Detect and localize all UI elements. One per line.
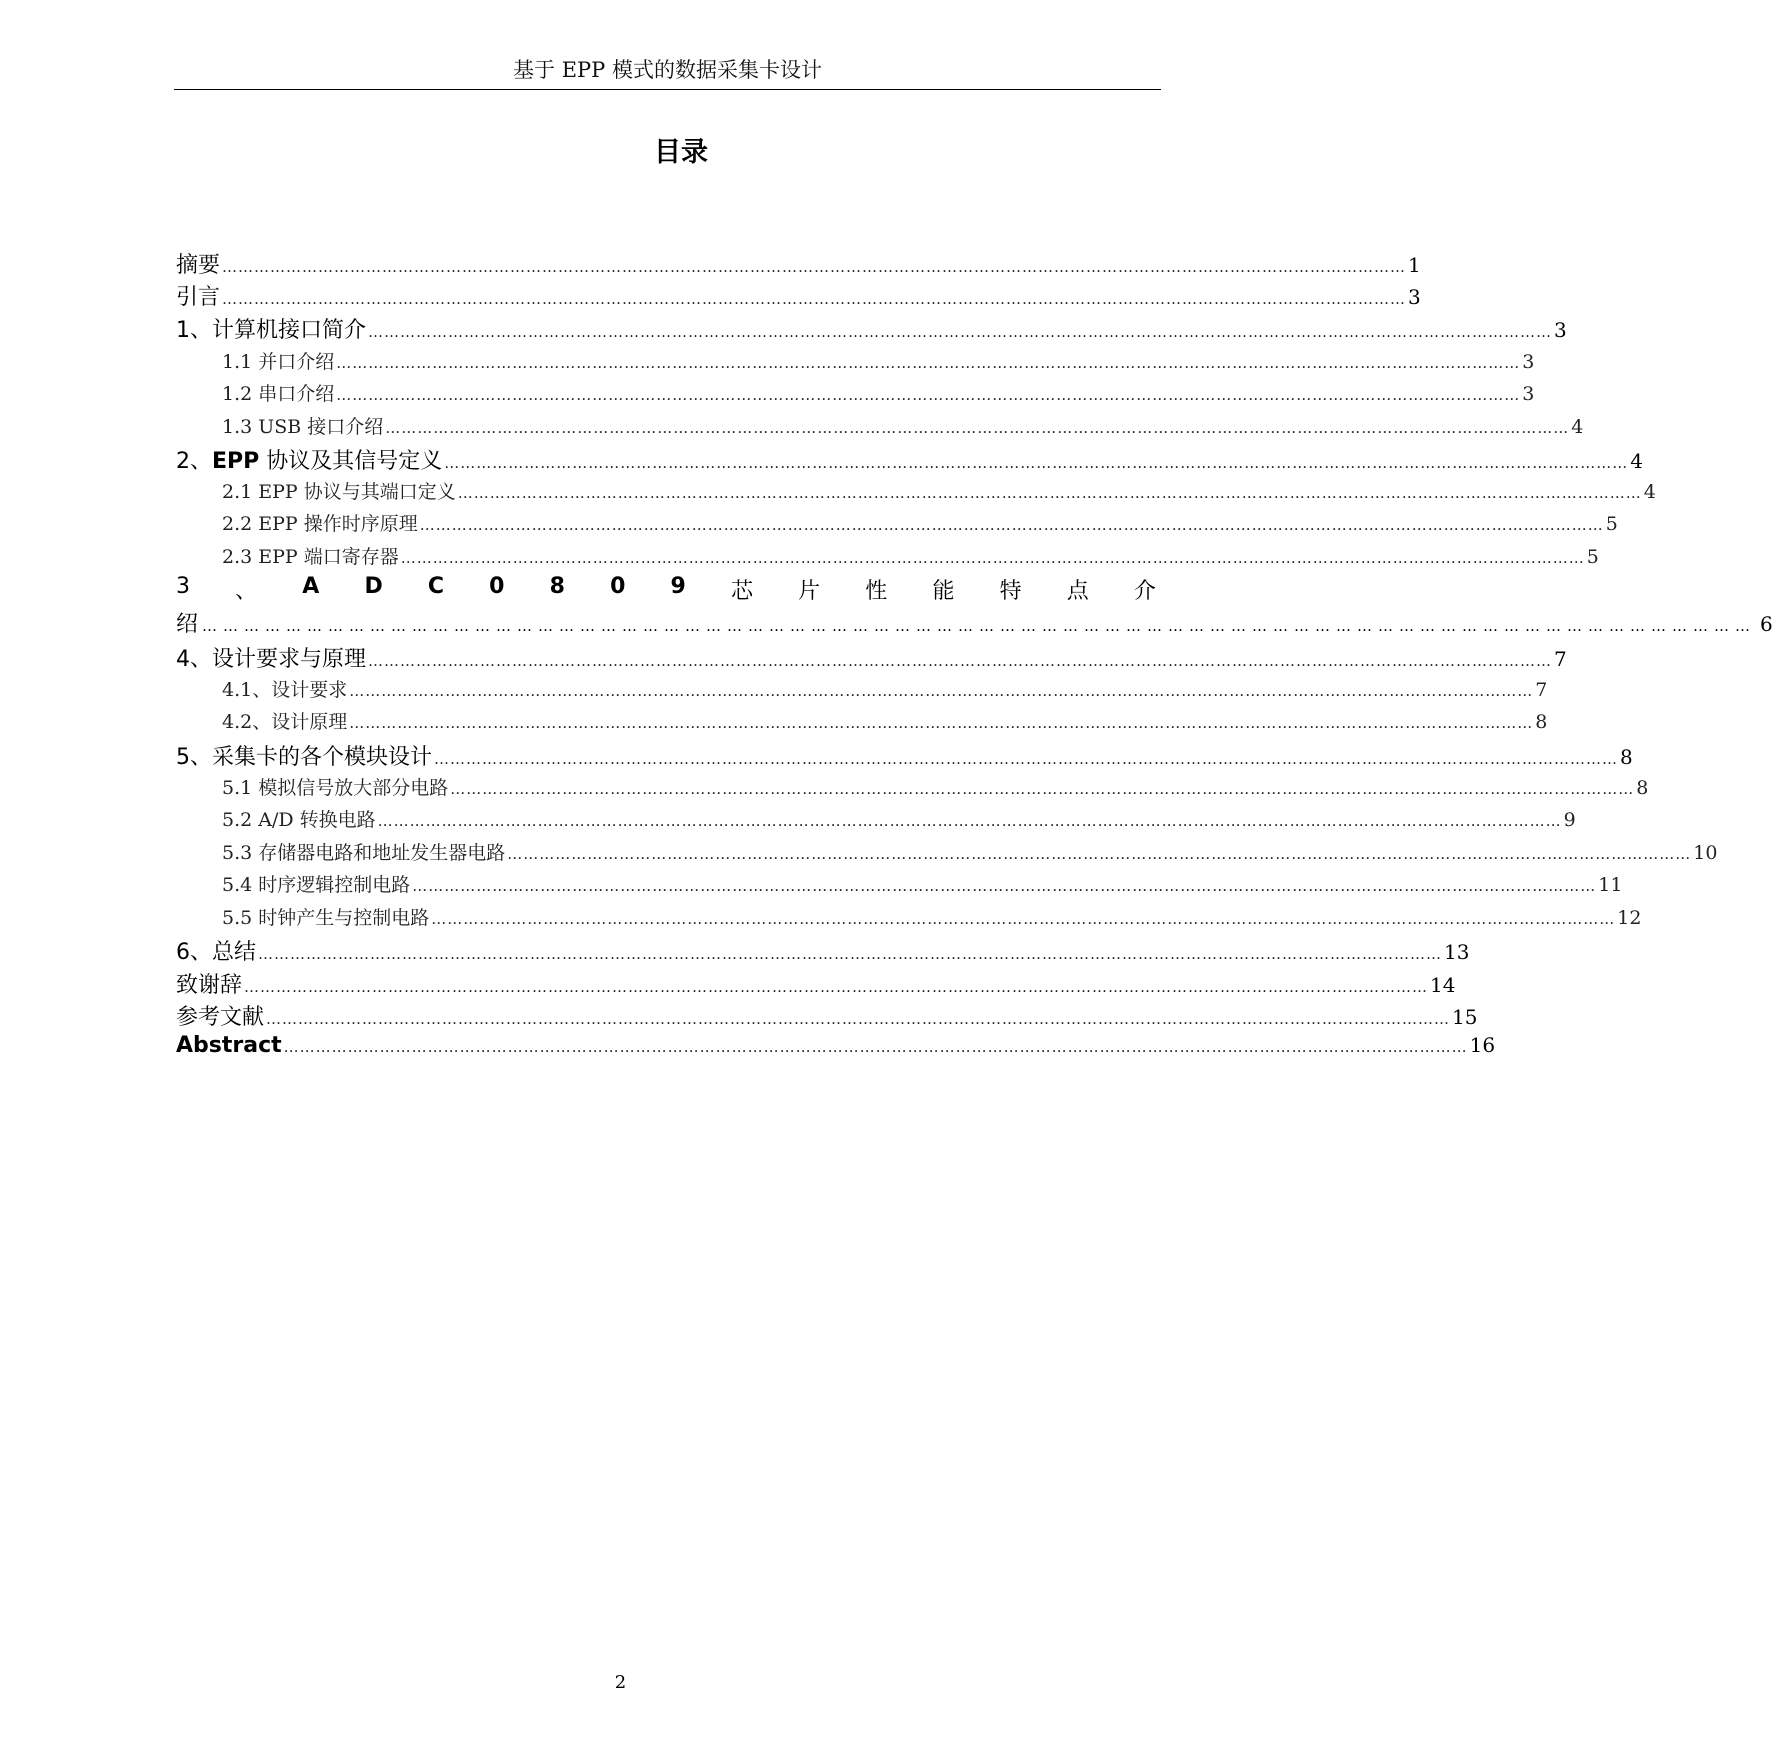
toc-char: 8 bbox=[549, 574, 565, 599]
toc-leader: …………………………………………………………………………………………………………………………………………………………………………………………………… bbox=[202, 617, 1757, 635]
toc-leader: …………………………………………………………………………………………………………………………………………………………………………………………………… bbox=[377, 812, 1562, 830]
toc-char: 点 bbox=[1066, 579, 1089, 604]
toc-leader: …………………………………………………………………………………………………………………………………………………………………………………………………… bbox=[419, 516, 1604, 534]
toc-leader: …………………………………………………………………………………………………………………………………………………………………………………………………… bbox=[222, 290, 1407, 308]
toc-entry-label: 2.2 EPP 操作时序原理 bbox=[222, 513, 418, 535]
toc-page-number: 4 bbox=[1630, 449, 1644, 473]
toc-page-number: 1 bbox=[1408, 253, 1421, 277]
toc-char: 能 bbox=[932, 579, 955, 604]
toc-char: C bbox=[427, 574, 445, 599]
toc-entry-label: 1.2 串口介绍 bbox=[222, 383, 335, 405]
toc-leader: …………………………………………………………………………………………………………………………………………………………………………………………………… bbox=[434, 750, 1618, 768]
toc-page-number: 6 bbox=[1760, 612, 1773, 636]
toc-entry-title-rest: 协议及其信号定义 bbox=[259, 449, 443, 474]
toc-leader: …………………………………………………………………………………………………………………………………………………………………………………………………… bbox=[336, 386, 1521, 404]
toc-leader: …………………………………………………………………………………………………………………………………………………………………………………………………… bbox=[444, 454, 1629, 472]
toc-entry-section-6[interactable] bbox=[176, 935, 1470, 966]
toc-page-number: 8 bbox=[1636, 777, 1649, 799]
toc-char: 9 bbox=[670, 574, 686, 599]
toc-entry-section-5[interactable] bbox=[176, 740, 1633, 771]
toc-leader: …………………………………………………………………………………………………………………………………………………………………………………………………… bbox=[244, 978, 1429, 996]
toc-char: 特 bbox=[999, 579, 1022, 604]
toc-entry-label: 参考文献 bbox=[176, 1005, 265, 1030]
toc-entry-label: 1.1 并口介绍 bbox=[222, 351, 335, 373]
toc-entry-section-5-2[interactable] bbox=[222, 805, 1576, 832]
toc-entry-section-1-1[interactable] bbox=[222, 347, 1535, 374]
toc-page-number: 11 bbox=[1598, 874, 1623, 896]
toc-page-number: 7 bbox=[1535, 679, 1548, 701]
toc-leader: …………………………………………………………………………………………………………………………………………………………………………………………………… bbox=[507, 845, 1692, 863]
toc-char: A bbox=[302, 574, 320, 599]
toc-entry-introduction[interactable] bbox=[176, 280, 1421, 311]
toc-page-number: 12 bbox=[1617, 907, 1642, 929]
toc-leader: …………………………………………………………………………………………………………………………………………………………………………………………………… bbox=[450, 780, 1635, 798]
toc-char: 、 bbox=[235, 579, 258, 604]
toc-leader: …………………………………………………………………………………………………………………………………………………………………………………………………… bbox=[368, 652, 1552, 670]
toc-page-number: 4 bbox=[1571, 416, 1584, 438]
toc-entry-label: 5.4 时序逻辑控制电路 bbox=[222, 874, 411, 896]
toc-char: 0 bbox=[610, 574, 626, 599]
toc-char: 芯 bbox=[730, 579, 753, 604]
toc-leader: …………………………………………………………………………………………………………………………………………………………………………………………………… bbox=[431, 910, 1616, 928]
toc-title: 目录 bbox=[654, 137, 708, 168]
toc-entry-label: 致谢辞 bbox=[176, 973, 243, 998]
page-number: 2 bbox=[614, 1672, 627, 1693]
toc-page-number: 9 bbox=[1563, 809, 1576, 831]
toc-entry-section-4[interactable] bbox=[176, 642, 1567, 673]
toc-entry-label: 5.1 模拟信号放大部分电路 bbox=[222, 777, 449, 799]
toc-entry-section-1[interactable] bbox=[176, 313, 1567, 344]
toc-entry-label bbox=[176, 444, 442, 475]
toc-entry-bold-term: EPP bbox=[212, 449, 260, 474]
toc-entry-section-1-3[interactable] bbox=[222, 412, 1584, 439]
toc-entry-label: 5、采集卡的各个模块设计 bbox=[176, 745, 432, 770]
toc-entry-section-4-2[interactable] bbox=[222, 707, 1548, 734]
toc-char: 介 bbox=[1133, 579, 1156, 604]
toc-leader: …………………………………………………………………………………………………………………………………………………………………………………………………… bbox=[222, 258, 1407, 276]
toc-page-number: 10 bbox=[1693, 842, 1718, 864]
toc-page-number: 16 bbox=[1469, 1033, 1496, 1057]
toc-entry-section-2-1[interactable] bbox=[222, 477, 1656, 504]
toc-page-number: 8 bbox=[1535, 711, 1548, 733]
toc-entry-section-5-1[interactable] bbox=[222, 773, 1649, 800]
toc-char: D bbox=[364, 574, 383, 599]
toc-entry-label: 4、设计要求与原理 bbox=[176, 647, 366, 672]
toc-leader: …………………………………………………………………………………………………………………………………………………………………………………………………… bbox=[457, 484, 1642, 502]
toc-entry-label: 2.3 EPP 端口寄存器 bbox=[222, 546, 399, 568]
toc-entry-section-5-4[interactable] bbox=[222, 870, 1623, 897]
toc-entry-label: Abstract bbox=[176, 1033, 282, 1058]
toc-entry-label: 1、计算机接口简介 bbox=[176, 318, 366, 343]
toc-entry-label: 摘要 bbox=[176, 253, 221, 278]
toc-char: 性 bbox=[865, 579, 888, 604]
toc-char: 片 bbox=[798, 579, 821, 604]
toc-page-number: 3 bbox=[1554, 318, 1567, 342]
toc-leader: …………………………………………………………………………………………………………………………………………………………………………………………………… bbox=[349, 682, 1534, 700]
toc-entry-section-2[interactable] bbox=[176, 444, 1644, 475]
toc-entry-acknowledgements[interactable] bbox=[176, 968, 1456, 999]
toc-page-number: 3 bbox=[1522, 351, 1535, 373]
toc-entry-label: 5.3 存储器电路和地址发生器电路 bbox=[222, 842, 506, 864]
toc-entry-number: 2、 bbox=[176, 449, 212, 474]
toc-entry-section-5-5[interactable] bbox=[222, 903, 1642, 930]
toc-entry-label: 6、总结 bbox=[176, 940, 256, 965]
toc-leader: …………………………………………………………………………………………………………………………………………………………………………………………………… bbox=[258, 945, 1442, 963]
toc-page-number: 4 bbox=[1643, 481, 1656, 503]
toc-entry-section-1-2[interactable] bbox=[222, 379, 1535, 406]
toc-char: 3 bbox=[176, 574, 190, 599]
toc-entry-label: 1.3 USB 接口介绍 bbox=[222, 416, 384, 438]
toc-leader: …………………………………………………………………………………………………………………………………………………………………………………………………… bbox=[349, 714, 1534, 732]
toc-leader: …………………………………………………………………………………………………………………………………………………………………………………………………… bbox=[336, 354, 1521, 372]
toc-entry-section-2-3[interactable] bbox=[222, 542, 1599, 569]
toc-leader: …………………………………………………………………………………………………………………………………………………………………………………………………… bbox=[266, 1010, 1451, 1028]
toc-entry-abstract-cn[interactable] bbox=[176, 248, 1421, 279]
running-header: 基于 EPP 模式的数据采集卡设计 bbox=[513, 58, 822, 82]
toc-page-number: 5 bbox=[1605, 513, 1618, 535]
toc-leader: …………………………………………………………………………………………………………………………………………………………………………………………………… bbox=[400, 549, 1585, 567]
toc-entry-label: 2.1 EPP 协议与其端口定义 bbox=[222, 481, 456, 503]
toc-entry-label: 4.1、设计要求 bbox=[222, 679, 348, 701]
toc-entry-abstract-en[interactable] bbox=[176, 1033, 1496, 1058]
toc-page-number: 15 bbox=[1452, 1005, 1478, 1029]
toc-page-number: 3 bbox=[1408, 285, 1421, 309]
toc-leader: …………………………………………………………………………………………………………………………………………………………………………………………………… bbox=[412, 877, 1597, 895]
toc-entry-references[interactable] bbox=[176, 1000, 1478, 1031]
toc-page-number: 3 bbox=[1522, 383, 1535, 405]
toc-entry-section-2-2[interactable] bbox=[222, 509, 1618, 536]
toc-leader: …………………………………………………………………………………………………………………………………………………………………………………………………… bbox=[368, 323, 1552, 341]
toc-page-number: 14 bbox=[1430, 973, 1456, 997]
toc-entry-label: 引言 bbox=[176, 285, 221, 310]
toc-leader: …………………………………………………………………………………………………………………………………………………………………………………………………… bbox=[385, 419, 1570, 437]
toc-entry-label: 5.5 时钟产生与控制电路 bbox=[222, 907, 430, 929]
toc-entry-section-4-1[interactable] bbox=[222, 675, 1548, 702]
toc-entry-label: 绍 bbox=[176, 612, 199, 637]
toc-entry-section-5-3[interactable] bbox=[222, 838, 1718, 865]
toc-leader: …………………………………………………………………………………………………………………………………………………………………………………………………… bbox=[283, 1038, 1468, 1056]
toc-char: 0 bbox=[489, 574, 505, 599]
toc-page-number: 7 bbox=[1554, 647, 1567, 671]
toc-entry-label: 5.2 A/D 转换电路 bbox=[222, 809, 376, 831]
toc-entry-section-3-line1[interactable] bbox=[176, 574, 1156, 605]
toc-entry-label: 4.2、设计原理 bbox=[222, 711, 348, 733]
toc-page-number: 8 bbox=[1620, 745, 1633, 769]
toc-entry-section-3-line2[interactable] bbox=[176, 607, 1773, 638]
toc-page-number: 13 bbox=[1444, 940, 1470, 964]
toc-page-number: 5 bbox=[1586, 546, 1599, 568]
